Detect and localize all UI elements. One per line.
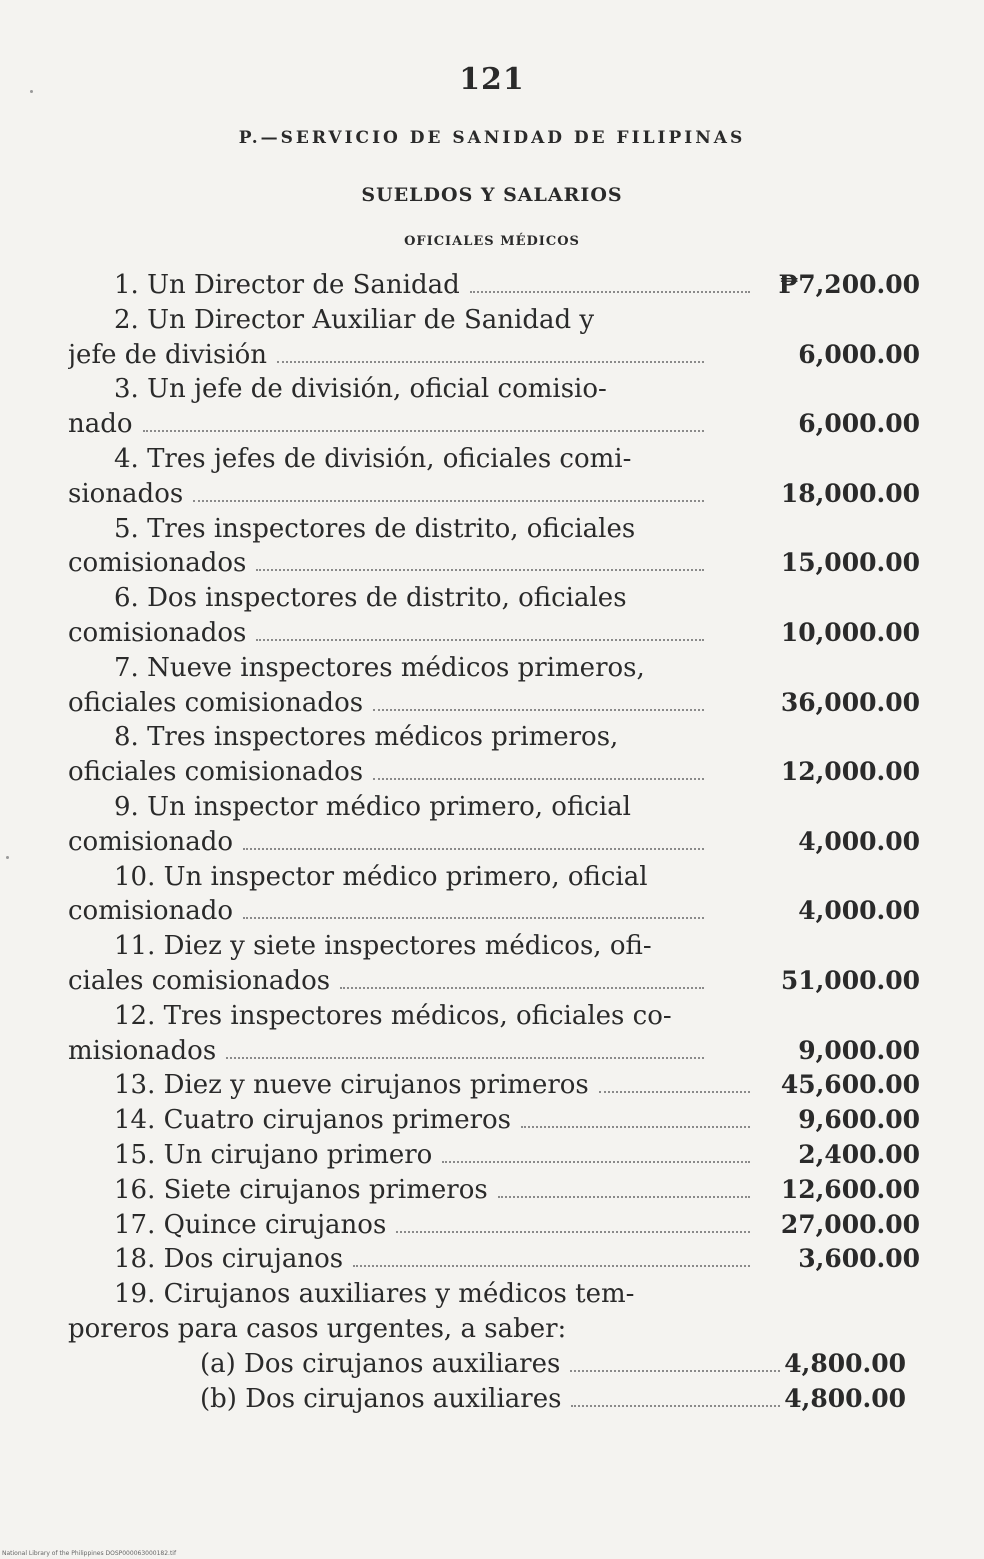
list-item xyxy=(68,929,920,999)
list-item xyxy=(68,1068,920,1103)
item-text: 3. Un jefe de división, oficial comisio- xyxy=(114,374,607,405)
item-amount: 4,000.00 xyxy=(798,826,920,856)
list-item xyxy=(68,790,920,860)
item-amount: 15,000.00 xyxy=(780,548,920,578)
leader-dots xyxy=(396,1231,750,1233)
list-item xyxy=(68,1208,920,1243)
item-line xyxy=(68,616,920,651)
item-text: (a) Dos cirujanos auxiliares xyxy=(200,1348,561,1379)
item-text: oficiales comisionados xyxy=(68,687,364,718)
item-line xyxy=(68,372,920,407)
item-text: 12. Tres inspectores médicos, oficiales co- xyxy=(114,1000,672,1031)
item-line xyxy=(68,999,920,1034)
item-text: 6. Dos inspectores de distrito, oficiales xyxy=(114,583,627,614)
item-line xyxy=(68,407,920,442)
item-line xyxy=(68,442,920,477)
leader-dots xyxy=(470,291,750,293)
item-text: 1. Un Director de Sanidad xyxy=(114,270,460,300)
list-item xyxy=(68,372,920,442)
sub-item xyxy=(68,1347,920,1382)
item-line xyxy=(68,1208,920,1243)
item-text: comisionados xyxy=(68,548,247,579)
item-text: 9. Un inspector médico primero, oficial xyxy=(114,791,631,822)
item-text: 11. Diez y siete inspectores médicos, ofi- xyxy=(114,931,652,962)
leader-dots xyxy=(340,987,704,989)
category-heading: OFICIALES MÉDICOS xyxy=(404,234,580,249)
section-title: P.—SERVICIO DE SANIDAD DE FILIPINAS xyxy=(238,128,746,148)
item-text: 19. Cirujanos auxiliares y médicos tem- xyxy=(114,1279,635,1310)
item-line xyxy=(68,1382,920,1417)
item-line xyxy=(68,546,920,581)
subtitle: SUELDOS Y SALARIOS xyxy=(361,184,623,206)
item-line xyxy=(68,581,920,616)
leader-dots xyxy=(256,639,704,641)
list-item xyxy=(68,860,920,930)
list-item xyxy=(68,303,920,373)
leader-dots xyxy=(226,1057,704,1059)
leader-dots xyxy=(571,1405,780,1407)
item-text: comisionados xyxy=(68,617,247,648)
item-line xyxy=(68,1242,920,1277)
item-text: 14. Cuatro cirujanos primeros xyxy=(114,1105,512,1136)
item-amount: 6,000.00 xyxy=(798,339,920,369)
item-line xyxy=(68,1068,920,1103)
item-line xyxy=(68,686,920,721)
leader-dots xyxy=(599,1091,750,1093)
item-amount: 18,000.00 xyxy=(780,478,920,508)
list-item xyxy=(68,512,920,582)
list-item xyxy=(68,581,920,651)
list-item xyxy=(68,268,920,303)
item-text: 4. Tres jefes de división, oficiales comi- xyxy=(114,443,632,474)
item-line xyxy=(68,303,920,338)
item-amount: 6,000.00 xyxy=(798,409,920,439)
item-text: ciales comisionados xyxy=(68,965,331,996)
item-amount: 12,600.00 xyxy=(780,1174,920,1204)
item-line xyxy=(68,825,920,860)
list-item xyxy=(68,442,920,512)
salary-list xyxy=(68,268,920,1416)
item-amount: 10,000.00 xyxy=(780,617,920,647)
item-amount: 4,800.00 xyxy=(784,1348,906,1378)
item-line xyxy=(68,1347,920,1382)
item-line xyxy=(68,1138,920,1173)
item-text: 2. Un Director Auxiliar de Sanidad y xyxy=(114,304,595,335)
list-item xyxy=(68,999,920,1069)
list-item xyxy=(68,651,920,721)
leader-dots xyxy=(256,569,704,571)
item-text: 15. Un cirujano primero xyxy=(114,1139,433,1170)
item-line xyxy=(68,1103,920,1138)
item-line xyxy=(68,894,920,929)
item-line xyxy=(68,1173,920,1208)
leader-dots xyxy=(442,1161,750,1163)
item-amount: 9,600.00 xyxy=(798,1105,920,1135)
leader-dots xyxy=(277,361,704,363)
item-line xyxy=(68,512,920,547)
list-item xyxy=(68,1103,920,1138)
item-line xyxy=(68,790,920,825)
scan-speck xyxy=(6,856,9,859)
item-amount: 27,000.00 xyxy=(780,1209,920,1239)
item-amount: 3,600.00 xyxy=(798,1244,920,1274)
leader-dots xyxy=(243,917,704,919)
leader-dots xyxy=(143,430,704,432)
item-text: 5. Tres inspectores de distrito, oficiales xyxy=(114,513,636,544)
leader-dots xyxy=(193,500,704,502)
item-text: 8. Tres inspectores médicos primeros, xyxy=(114,722,619,753)
item-text: misionados xyxy=(68,1035,217,1066)
item-amount: 2,400.00 xyxy=(798,1139,920,1169)
item-amount: 4,000.00 xyxy=(798,896,920,926)
item-line xyxy=(68,1277,920,1312)
list-item xyxy=(68,1242,920,1277)
leader-dots xyxy=(570,1370,780,1372)
leader-dots xyxy=(498,1196,750,1198)
item-text: sionados xyxy=(68,478,184,509)
list-item xyxy=(68,1173,920,1208)
list-item xyxy=(68,720,920,790)
leader-dots xyxy=(373,709,704,711)
item-line xyxy=(68,964,920,999)
item-amount: 9,000.00 xyxy=(798,1035,920,1065)
item-line xyxy=(68,720,920,755)
item-text: oficiales comisionados xyxy=(68,757,364,788)
page-number: 121 xyxy=(459,62,525,97)
item-amount: ₱7,200.00 xyxy=(778,270,920,299)
item-text: 7. Nueve inspectores médicos primeros, xyxy=(114,652,645,683)
list-item xyxy=(68,1277,920,1347)
list-item xyxy=(68,1138,920,1173)
item-amount: 51,000.00 xyxy=(780,965,920,995)
item-line xyxy=(68,1312,920,1347)
item-amount: 4,800.00 xyxy=(784,1383,906,1413)
item-text: 18. Dos cirujanos xyxy=(114,1244,344,1275)
item-amount: 36,000.00 xyxy=(780,687,920,717)
item-text: (b) Dos cirujanos auxiliares xyxy=(200,1383,562,1414)
item-text: jefe de división xyxy=(68,339,268,370)
leader-dots xyxy=(373,778,704,780)
item-line xyxy=(68,338,920,373)
leader-dots xyxy=(521,1126,750,1128)
item-line xyxy=(68,268,920,303)
scan-footer: National Library of the Philippines DOSP000063000182.tif xyxy=(2,1550,177,1557)
item-text: 10. Un inspector médico primero, oficial xyxy=(114,861,648,892)
item-line xyxy=(68,477,920,512)
item-text: 13. Diez y nueve cirujanos primeros xyxy=(114,1070,589,1101)
item-line xyxy=(68,929,920,964)
item-text: comisionado xyxy=(68,826,234,857)
item-text: poreros para casos urgentes, a saber: xyxy=(68,1313,567,1344)
item-line xyxy=(68,755,920,790)
sub-item xyxy=(68,1382,920,1417)
item-line xyxy=(68,651,920,686)
item-text: comisionado xyxy=(68,896,234,927)
item-amount: 12,000.00 xyxy=(780,757,920,787)
item-text: nado xyxy=(68,409,133,440)
item-line xyxy=(68,860,920,895)
leader-dots xyxy=(353,1265,750,1267)
leader-dots xyxy=(243,848,704,850)
item-amount: 45,600.00 xyxy=(780,1070,920,1100)
item-text: 16. Siete cirujanos primeros xyxy=(114,1174,488,1205)
item-text: 17. Quince cirujanos xyxy=(114,1209,387,1240)
item-line xyxy=(68,1034,920,1069)
